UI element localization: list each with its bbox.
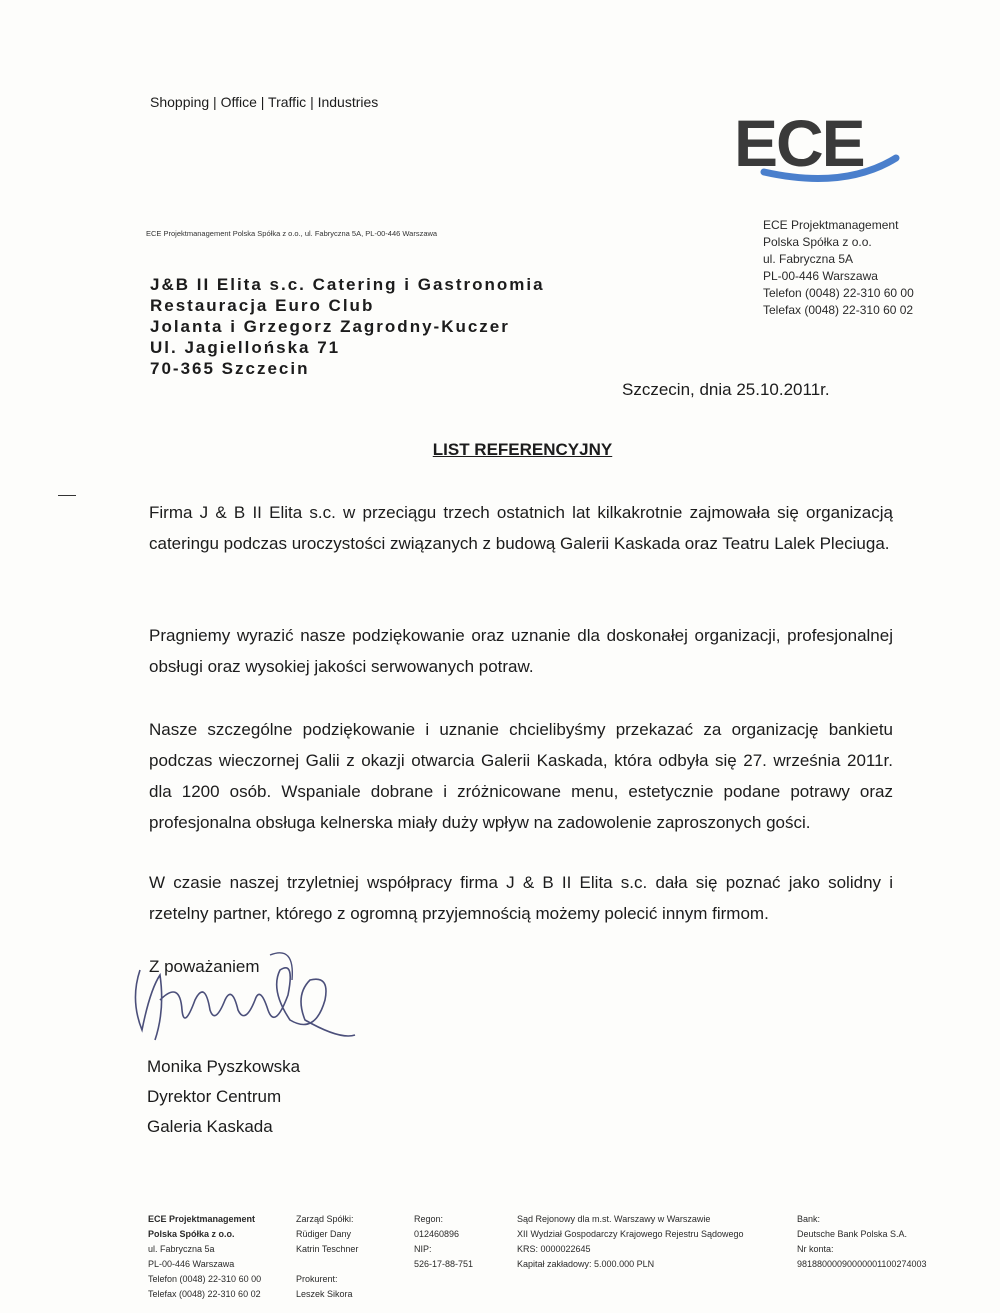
footer-line: ul. Fabryczna 5a bbox=[148, 1244, 215, 1254]
footer-line: Prokurent: bbox=[296, 1274, 338, 1284]
footer-line: Polska Spółka z o.o. bbox=[148, 1229, 235, 1239]
footer-line: Rüdiger Dany bbox=[296, 1229, 352, 1239]
sender-company: ECE Projektmanagement bbox=[763, 218, 899, 232]
footer-line: ECE Projektmanagement bbox=[148, 1214, 256, 1224]
footer-line: Zarząd Spółki: bbox=[296, 1214, 354, 1224]
footer-line: 012460896 bbox=[414, 1229, 460, 1239]
sender-city: PL-00-446 Warszawa bbox=[763, 269, 878, 283]
footer-line: PL-00-446 Warszawa bbox=[148, 1259, 235, 1269]
footer-line bbox=[296, 1257, 358, 1272]
footer-line: Katrin Teschner bbox=[296, 1244, 359, 1254]
footer-line: Nr konta: bbox=[797, 1244, 834, 1254]
signatory-organization: Galeria Kaskada bbox=[147, 1117, 273, 1136]
footer-company-column bbox=[148, 1212, 261, 1302]
signatory-name: Monika Pyszkowska bbox=[147, 1057, 301, 1076]
signatory-position: Dyrektor Centrum bbox=[147, 1087, 282, 1106]
tagline: Shopping | Office | Traffic | Industries bbox=[150, 94, 379, 110]
footer-line: KRS: 0000022645 bbox=[517, 1244, 591, 1254]
footer-line: Deutsche Bank Polska S.A. bbox=[797, 1229, 908, 1239]
svg-text:ECE: ECE bbox=[734, 106, 864, 180]
recipient-line: Restauracja Euro Club bbox=[150, 296, 375, 315]
sender-phone: Telefon (0048) 22-310 60 00 bbox=[763, 286, 914, 300]
letter-title: LIST REFERENCYJNY bbox=[432, 440, 613, 459]
footer-line: Bank: bbox=[797, 1214, 821, 1224]
handwritten-signature bbox=[120, 940, 370, 1050]
sender-company-type: Polska Spółka z o.o. bbox=[763, 235, 872, 249]
letter-date: Szczecin, dnia 25.10.2011r. bbox=[622, 380, 830, 399]
recipient-line: Ul. Jagiellońska 71 bbox=[150, 338, 341, 357]
footer-line: 526-17-88-751 bbox=[414, 1259, 474, 1269]
sender-line: ECE Projektmanagement Polska Spółka z o.o., ul. Fabryczna 5A, PL-00-446 Warszawa bbox=[146, 229, 438, 238]
fold-mark bbox=[58, 495, 76, 496]
recipient-line: 70-365 Szczecin bbox=[150, 359, 310, 378]
paragraph: Pragniemy wyrazić nasze podziękowanie oraz uznanie dla doskonałej organizacji, profesjonalnej obsługi oraz wysokiej jakości serwowanych potraw. bbox=[149, 626, 893, 676]
footer-bank-column bbox=[797, 1212, 926, 1272]
footer-line: Telefax (0048) 22-310 60 02 bbox=[148, 1289, 261, 1299]
footer-line: Sąd Rejonowy dla m.st. Warszawy w Warszawie bbox=[517, 1214, 711, 1224]
footer-line: Kapitał zakładowy: 5.000.000 PLN bbox=[517, 1259, 655, 1269]
footer-line: XII Wydział Gospodarczy Krajowego Rejestru Sądowego bbox=[517, 1229, 744, 1239]
paragraph: W czasie naszej trzyletniej współpracy firma J & B II Elita s.c. dała się poznać jako solidny i rzetelny partner, którego z ogromną przyjemnością możemy polecić innym firmom. bbox=[149, 873, 893, 923]
sender-fax: Telefax (0048) 22-310 60 02 bbox=[763, 303, 914, 317]
footer-line: Telefon (0048) 22-310 60 00 bbox=[148, 1274, 262, 1284]
paragraph: Nasze szczególne podziękowanie i uznanie chcielibyśmy przekazać za organizację bankietu podczas wieczornej Galii z okazji otwarcia Galerii Kaskada, która odbyła się 27. września 2011r. dla 1200 osób. Wspaniale dobrane i zróżnicowane menu, estetycznie podane potrawy oraz profesjonalna obsługa kelnerska miały duży wpływ na zadowolenie zaproszonych gości. bbox=[149, 720, 893, 832]
footer-management-column bbox=[296, 1212, 358, 1302]
paragraph: Firma J & B II Elita s.c. w przeciągu trzech ostatnich lat kilkakrotnie zajmowała się organizacją cateringu podczas uroczystości związanych z budową Galerii Kaskada oraz Teatru Lalek Pleciuga. bbox=[149, 503, 893, 553]
footer-line: NIP: bbox=[414, 1244, 432, 1254]
recipient-line: J&B II Elita s.c. Catering i Gastronomia bbox=[150, 275, 545, 294]
ece-logo bbox=[734, 106, 904, 196]
footer-line: 98188000090000001100274003 bbox=[797, 1259, 927, 1269]
sender-address-block bbox=[763, 217, 914, 319]
footer-court-column bbox=[517, 1212, 744, 1272]
recipient-address bbox=[150, 274, 545, 379]
recipient-line: Jolanta i Grzegorz Zagrodny-Kuczer bbox=[150, 317, 510, 336]
sender-street: ul. Fabryczna 5A bbox=[763, 252, 854, 266]
footer-line: Regon: bbox=[414, 1214, 444, 1224]
footer-line: Leszek Sikora bbox=[296, 1289, 353, 1299]
closing-salutation: Z poważaniem bbox=[149, 957, 260, 976]
signatory-block bbox=[147, 1052, 300, 1142]
footer-registration-column bbox=[414, 1212, 473, 1272]
